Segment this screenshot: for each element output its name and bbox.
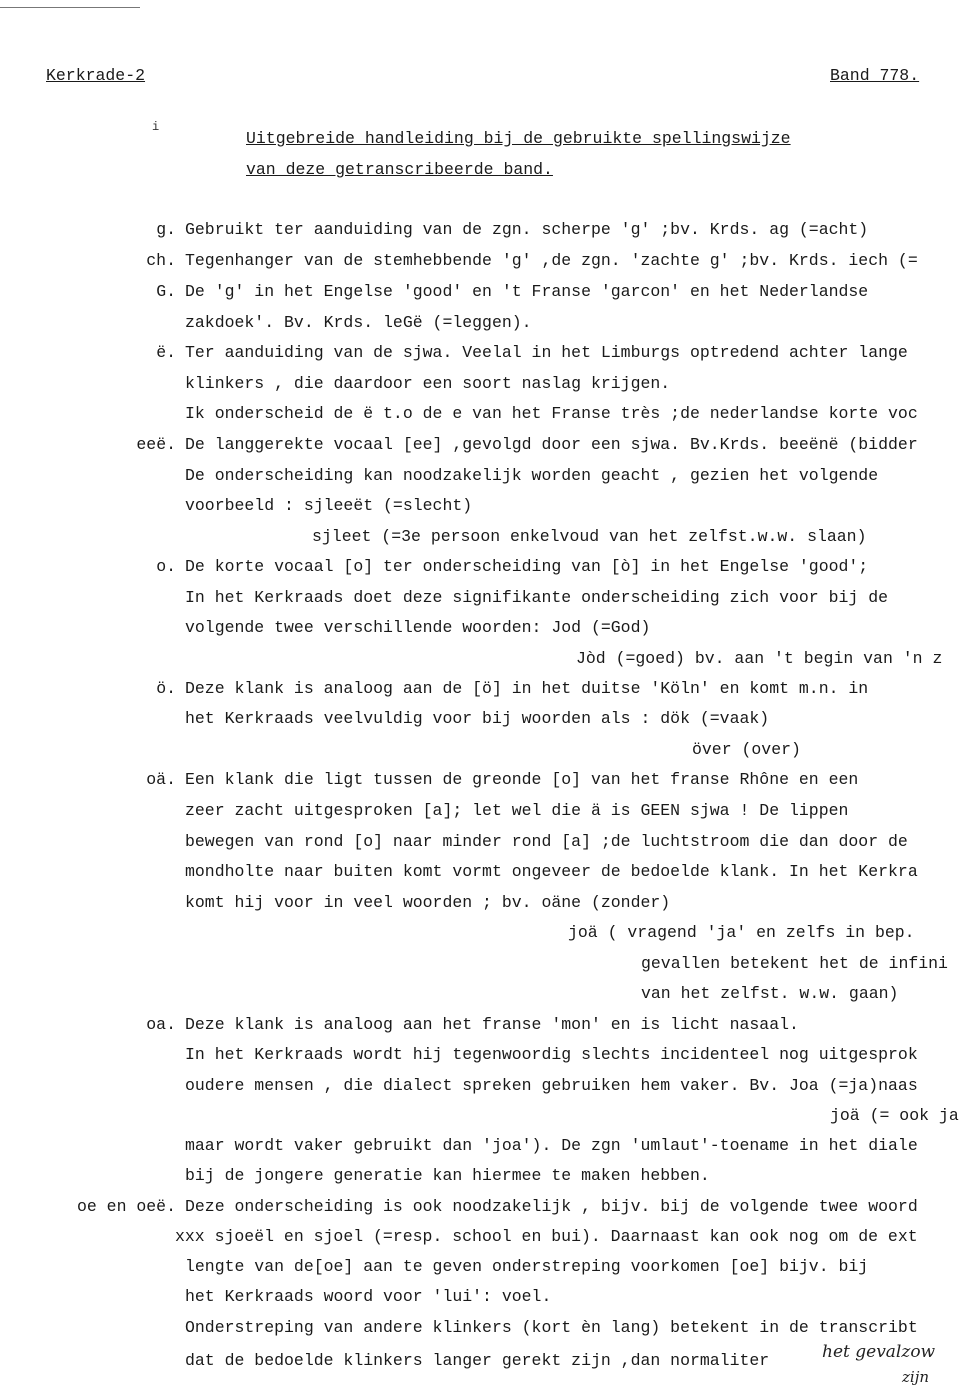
text-line: Deze onderscheiding is ook noodzakelijk , bijv. bij de volgende twee woord (185, 1197, 918, 1216)
label-oa: oa. (146, 1015, 176, 1034)
text-line: Een klank die ligt tussen de greonde [o] van het franse Rhône en een (185, 770, 859, 789)
text-line: maar wordt vaker gebruikt dan 'joa'). De zgn 'umlaut'-toename in het diale (185, 1136, 918, 1155)
text-line: Tegenhanger van de stemhebbende 'g' ,de zgn. 'zachte g' ;bv. Krds. iech (= (185, 251, 918, 270)
text-line: komt hij voor in veel woorden ; bv. oäne (zonder) (185, 893, 671, 912)
text-line: mondholte naar buiten komt vormt ongeveer de bedoelde klank. In het Kerkra (185, 862, 918, 881)
text-line: De 'g' in het Engelse 'good' en 't Franse 'garcon' en het Nederlandse (185, 282, 869, 301)
text-line: het Kerkraads veelvuldig voor bij woorden als : dök (=vaak) (185, 709, 770, 728)
text-line: Ter aanduiding van de sjwa. Veelal in het Limburgs optredend achter lange (185, 343, 908, 362)
text-line: De korte vocaal [o] ter onderscheiding van [ò] in het Engelse 'good'; (185, 557, 869, 576)
label-ch: ch. (146, 251, 176, 270)
text-line: Deze klank is analoog aan de [ö] in het duitse 'Köln' en komt m.n. in (185, 679, 869, 698)
label-oe: oe en oeë. (76, 1197, 176, 1216)
text-line: Jòd (=goed) bv. aan 't begin van 'n z (576, 649, 943, 668)
title-line-1: Uitgebreide handleiding bij de gebruikte spellingswijze (246, 129, 791, 148)
text-line: Ik onderscheid de ë t.o de e van het Franse très ;de nederlandse korte voc (185, 404, 918, 423)
label-G: G. (156, 282, 176, 301)
label-o-umlaut: ö. (156, 679, 176, 698)
handwritten-note: het gevalzow (822, 1342, 936, 1362)
text-line: Gebruikt ter aanduiding van de zgn. scherpe 'g' ;bv. Krds. ag (=acht) (185, 220, 869, 239)
text-line: Onderstreping van andere klinkers (kort èn lang) betekent in de transcribt (185, 1318, 918, 1337)
text-line: bij de jongere generatie kan hiermee te maken hebben. (185, 1166, 710, 1185)
text-line: voorbeeld : sjleeët (=slecht) (185, 496, 473, 515)
text-line: volgende twee verschillende woorden: Jod (=God) (185, 618, 651, 637)
text-line: xxx sjoeël en sjoel (=resp. school en bui). Daarnaast kan ook nog om de ext (175, 1227, 918, 1246)
text-line: klinkers , die daardoor een soort naslag krijgen. (185, 374, 671, 393)
handwritten-note: zijn (902, 1368, 930, 1386)
text-line: In het Kerkraads wordt hij tegenwoordig slechts incidenteel nog uitgesprok (185, 1045, 918, 1064)
label-eee: eeë. (136, 435, 176, 454)
label-o: o. (156, 557, 176, 576)
text-line: In het Kerkraads doet deze signifikante onderscheiding zich voor bij de (185, 588, 889, 607)
text-line: het Kerkraads woord voor 'lui': voel. (185, 1287, 552, 1306)
top-rule (0, 7, 140, 8)
header-left: Kerkrade-2 (46, 66, 146, 85)
text-line: joä ( vragend 'ja' en zelfs in bep. (568, 923, 915, 942)
text-line: Deze klank is analoog aan het franse 'mon' en is licht nasaal. (185, 1015, 799, 1034)
stray-mark: i (152, 120, 160, 134)
title-line-2: van deze getranscribeerde band. (246, 160, 553, 179)
text-line: gevallen betekent het de infini (641, 954, 948, 973)
text-line: joä (= ook ja (830, 1106, 959, 1125)
header-right: Band 778. (830, 66, 920, 85)
text-line: zeer zacht uitgesproken [a]; let wel die ä is GEEN sjwa ! De lippen (185, 801, 849, 820)
text-line: lengte van de[oe] aan te geven onderstreping voorkomen [oe] bijv. bij (185, 1257, 869, 1276)
text-line: dat de bedoelde klinkers langer gerekt zijn ,dan normaliter (185, 1351, 770, 1370)
text-line: De onderscheiding kan noodzakelijk worden geacht , gezien het volgende (185, 466, 879, 485)
label-oa-umlaut: oä. (146, 770, 176, 789)
text-line: oudere mensen , die dialect spreken gebruiken hem vaker. Bv. Joa (=ja)naas (185, 1076, 918, 1095)
text-line: bewegen van rond [o] naar minder rond [a] ;de luchtstroom die dan door de (185, 832, 908, 851)
text-line: zakdoek'. Bv. Krds. leGë (=leggen). (185, 313, 532, 332)
text-line: De langgerekte vocaal [ee] ,gevolgd door een sjwa. Bv.Krds. beeënë (bidder (185, 435, 918, 454)
text-line: över (over) (692, 740, 801, 759)
label-g: g. (156, 220, 176, 239)
text-line: sjleet (=3e persoon enkelvoud van het zelfst.w.w. slaan) (312, 527, 867, 546)
text-line: van het zelfst. w.w. gaan) (641, 984, 899, 1003)
label-e-umlaut: ë. (156, 343, 176, 362)
